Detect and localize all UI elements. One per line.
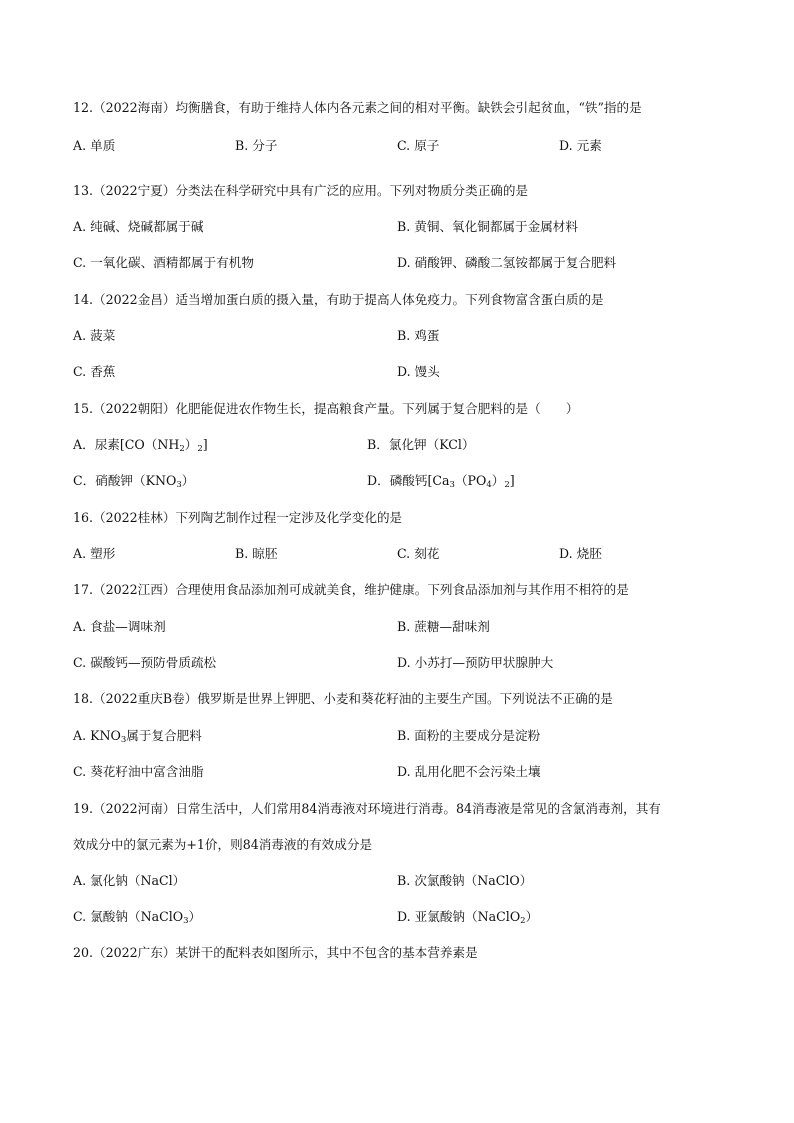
question-12-option-c: C. 原子: [397, 138, 440, 153]
question-19-option-b: B. 次氯酸钠（NaClO）: [397, 873, 533, 888]
question-13-option-a: A. 纯碱、烧碱都属于碱: [73, 219, 204, 234]
question-17-option-c: C. 碳酸钙—预防骨质疏松: [73, 655, 217, 670]
question-16-stem: 16.（2022桂林）下列陶艺制作过程一定涉及化学变化的是: [73, 510, 403, 525]
question-20-stem: 20.（2022广东）某饼干的配料表如图所示，其中不包含的基本营养素是: [73, 945, 478, 960]
question-13-stem: 13.（2022宁夏）分类法在科学研究中具有广泛的应用。下列对物质分类正确的是: [73, 183, 529, 198]
question-14-option-b: B. 鸡蛋: [397, 328, 440, 343]
question-18-option-c: C. 葵花籽油中富含油脂: [73, 764, 204, 779]
question-15-option-d: D．磷酸钙$[Ca_3(PO_4)_2]$: [367, 473, 515, 490]
question-17-option-b: B. 蔗糖—甜味剂: [397, 619, 490, 634]
question-12-option-a: A. 单质: [73, 138, 116, 153]
question-13-option-c: C. 一氧化碳、酒精都属于有机物: [73, 255, 254, 270]
question-16-option-b: B. 晾胚: [235, 546, 278, 561]
question-19-option-a: A. 氯化钠（NaCl）: [73, 873, 186, 888]
question-13-option-b: B. 黄铜、氧化铜都属于金属材料: [397, 219, 578, 234]
question-14-option-a: A. 菠菜: [73, 328, 116, 343]
question-15-option-c: C．硝酸钾$(KNO_3)$: [73, 473, 195, 490]
question-15-stem: 15.（2022朝阳）化肥能促进农作物生长，提高粮食产量。下列属于复合肥料的是（ ）: [73, 401, 579, 416]
question-18-option-b: B. 面粉的主要成分是淀粉: [397, 728, 541, 743]
question-17-stem: 17.（2022江西）合理使用食品添加剂可成就美食，维护健康。下列食品添加剂与其作用不相符的是: [73, 582, 629, 597]
question-14-option-c: C. 香蕉: [73, 364, 116, 379]
question-14-stem: 14.（2022金昌）适当增加蛋白质的摄入量，有助于提高人体免疫力。下列食物富含蛋白质的是: [73, 292, 604, 307]
question-19-option-d: D. 亚氯酸钠（NaClO$_2$）: [397, 909, 539, 926]
question-17-option-a: A. 食盐—调味剂: [73, 619, 166, 634]
question-15-option-a: A．尿素$[CO(NH_2)_2]$: [73, 437, 208, 454]
question-16-option-c: C. 刻花: [397, 546, 440, 561]
question-18-option-d: D. 乱用化肥不会污染土壤: [397, 764, 541, 779]
question-18-stem: 18.（2022重庆B卷）俄罗斯是世界上钾肥、小麦和葵花籽油的主要生产国。下列说法不正确的是: [73, 691, 613, 706]
question-13-option-d: D. 硝酸钾、磷酸二氢铵都属于复合肥料: [397, 255, 617, 270]
question-18-option-a: A. $KNO_3$属于复合肥料: [73, 728, 202, 745]
question-17-option-d: D. 小苏打—预防甲状腺肿大: [397, 655, 554, 670]
question-15-option-b: B．氯化钾（KCl）: [367, 437, 475, 452]
question-19-stem: 19.（2022河南）日常生活中，人们常用84消毒液对环境进行消毒。84消毒液是常见的含氯消毒剂，其有: [73, 801, 661, 816]
question-19-option-c: C. 氯酸钠（NaClO$_3$）: [73, 909, 202, 926]
question-19-stem-continued: 效成分中的氯元素为+1价，则84消毒液的有效成分是: [73, 837, 373, 852]
question-16-option-d: D. 烧胚: [559, 546, 602, 561]
question-16-option-a: A. 塑形: [73, 546, 116, 561]
question-12-stem: 12.（2022海南）均衡膳食，有助于维持人体内各元素之间的相对平衡。缺铁会引起贫血，“铁”指的是: [73, 100, 642, 115]
question-12-option-b: B. 分子: [235, 138, 278, 153]
question-12-option-d: D. 元素: [559, 138, 602, 153]
question-14-option-d: D. 馒头: [397, 364, 440, 379]
